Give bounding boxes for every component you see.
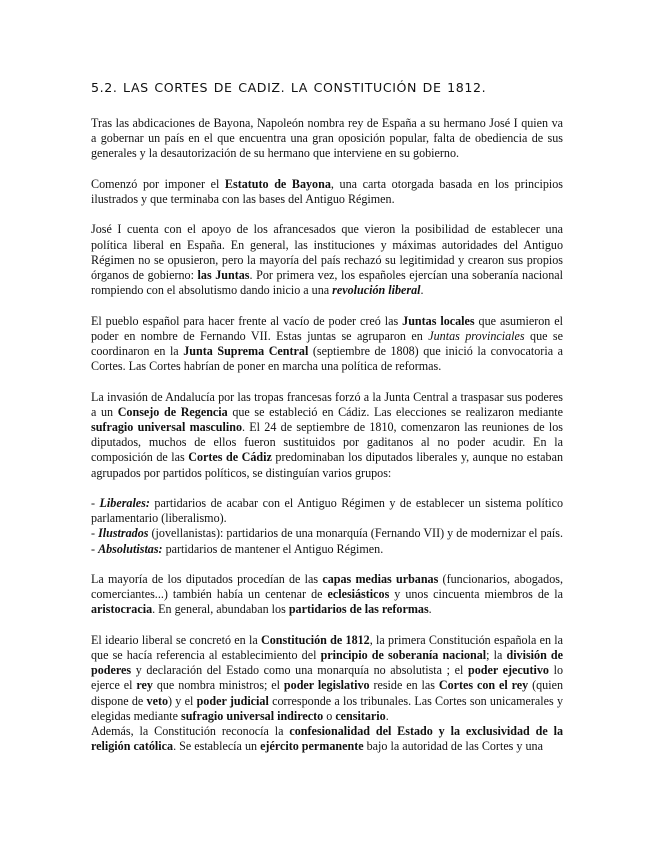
list-item — [91, 496, 563, 526]
bold-term: Cortes de Cádiz — [188, 450, 272, 465]
list-dash: - — [91, 541, 99, 556]
italic-term: Juntas provinciales — [428, 328, 525, 343]
bold-term: rey — [136, 678, 153, 693]
political-groups-list — [91, 496, 563, 557]
bold-term: poder legislativo — [283, 678, 370, 693]
bold-term: las Juntas — [197, 268, 250, 282]
bold-term: aristocracia — [91, 602, 153, 617]
list-item-label: Absolutistas: — [98, 541, 163, 556]
list-item-label: Liberales: — [99, 496, 150, 510]
bold-italic-term: revolución liberal — [332, 283, 421, 298]
bold-term: eclesiásticos — [327, 587, 390, 602]
paragraph-constitucion-1812 — [91, 633, 563, 724]
text-run: (funcionarios, abogados, comerciantes...) también había un centenar de — [91, 572, 563, 602]
text-run: La invasión de Andalucía por las tropas francesas forzó a la Junta Central a traspasar sus poderes a un — [91, 389, 563, 419]
list-item-text: partidarios de acabar con el Antiguo Régimen y de establecer un sistema político parlamentario (liberalismo). — [91, 496, 563, 526]
document-body — [91, 116, 563, 754]
text-run: Además, la Constitución reconocía la — [91, 724, 290, 739]
text-run: bajo la autoridad de las Cortes y una — [363, 739, 543, 754]
text-run: reside en las — [369, 678, 439, 693]
bold-term: división de poderes — [91, 648, 564, 678]
bold-term: ejército permanente — [260, 739, 364, 754]
text-run: , una carta otorgada basada en los principios ilustrados y que terminaba con las bases del Antiguo Régimen. — [91, 176, 563, 206]
bold-term: veto — [146, 693, 169, 708]
list-item — [91, 542, 563, 557]
bold-term: poder ejecutivo — [467, 663, 549, 678]
text-run: , la primera Constitución española en la que se hacía referencia al establecimiento del — [91, 632, 564, 662]
text-run: lo ejerce el — [91, 663, 563, 693]
text-run: El pueblo español para hacer frente al vacío de poder creó las — [91, 313, 403, 328]
paragraph-bayona-abdications — [91, 116, 563, 162]
text-run: que se estableció en Cádiz. Las elecciones se realizaron mediante — [227, 404, 564, 419]
bold-term: Consejo de Regencia — [117, 404, 228, 419]
section-title: 5.2. LAS CORTES DE CADIZ. LA CONSTITUCIÓN DE 1812. — [91, 80, 487, 95]
text-run: (septiembre de 1808) que inició la convocatoria a Cortes. Las Cortes habrían de poner en marcha una política de reformas. — [91, 344, 563, 374]
paragraph-text: Tras las abdicaciones de Bayona, Napoleón nombra rey de España a su hermano José I quien va a gobernar un país en el que encuentra una gran oposición popular, falta de obediencia de sus generales y la desautorización de su hermano que interviene en su gobierno. — [91, 116, 563, 161]
bold-term: confesionalidad del Estado y la exclusividad de la religión católica — [91, 724, 563, 754]
text-run: . En general, abundaban los — [152, 602, 289, 617]
text-run: La mayoría de los diputados procedían de las — [91, 572, 323, 586]
bold-term: Junta Suprema Central — [183, 344, 309, 358]
text-run: que se coordinaron en la — [91, 328, 563, 358]
text-run: Comenzó por imponer el — [91, 176, 225, 191]
bold-term: capas medias urbanas — [322, 572, 439, 586]
list-item-text: partidarios de mantener el Antiguo Régimen. — [162, 541, 384, 556]
text-run: (quien dispone de — [91, 678, 563, 708]
bold-term: poder judicial — [196, 693, 269, 708]
bold-term: sufragio universal masculino — [91, 420, 242, 434]
paragraph-afrancesados — [91, 222, 563, 298]
text-run: que nombra ministros; el — [152, 678, 284, 693]
list-dash: - — [91, 496, 100, 510]
bold-term: Estatuto de Bayona — [224, 176, 331, 191]
list-item-text: (jovellanistas): partidarios de una monarquía (Fernando VII) y de modernizar el país. — [148, 526, 564, 541]
text-run: . Se establecía un — [173, 739, 261, 754]
text-run: . — [428, 602, 432, 617]
text-run: ; la — [486, 648, 507, 662]
bold-term: partidarios de las reformas — [288, 602, 429, 617]
text-run: . — [385, 708, 389, 723]
text-run: . — [420, 283, 424, 298]
paragraph-consejo-regencia — [91, 390, 563, 481]
paragraph-diputados — [91, 572, 563, 618]
text-run: corresponde a los tribunales. Las Cortes son unicamerales y elegidas mediante — [91, 693, 564, 723]
paragraph-juntas — [91, 314, 563, 375]
bold-term: Cortes con el rey — [438, 678, 529, 693]
text-run: y declaración del Estado como una monarquía no absolutista ; el — [131, 663, 468, 678]
list-item-label: Ilustrados — [98, 526, 149, 541]
text-run: José I cuenta con el apoyo de los afrancesados que vieron la posibilidad de establecer una política liberal en España. En general, las instituciones y máximas autoridades del Antiguo Régimen no se opusieron, pero la mayoría del país rechazó su legitimidad y crearon sus propios órganos de gobierno: — [91, 222, 563, 282]
bold-term: censitario — [335, 708, 386, 723]
list-dash: - — [91, 526, 99, 541]
paragraph-estatuto-bayona — [91, 177, 563, 207]
text-run: o — [323, 708, 336, 723]
text-run: . Por primera vez, los españoles ejercían una soberanía nacional rompiendo con el absolutismo dando inicio a una — [91, 268, 564, 298]
text-run: ) y el — [168, 693, 197, 708]
bold-term: principio de soberanía nacional — [320, 648, 487, 662]
text-run: . El 24 de septiembre de 1810, comenzaron las reuniones de los diputados, muchos de ellos fueron sustituidos por gaditanos al no poder acudir. En la composición de las — [91, 420, 564, 465]
bold-term: sufragio universal indirecto — [181, 708, 324, 723]
bold-term: Juntas locales — [402, 313, 475, 328]
text-run: predominaban los diputados liberales y, aunque no estaban agrupados por partidos políticos, se distinguían varios grupos: — [91, 450, 563, 480]
text-run: El ideario liberal se concretó en la — [91, 632, 262, 647]
paragraph-confesionalidad — [91, 724, 563, 754]
list-item — [91, 526, 563, 541]
bold-term: Constitución de 1812 — [261, 632, 370, 647]
text-run: que asumieron el poder en nombre de Fernando VII. Estas juntas se agruparon en — [91, 313, 564, 343]
text-run: y unos cincuenta miembros de la — [389, 587, 563, 602]
